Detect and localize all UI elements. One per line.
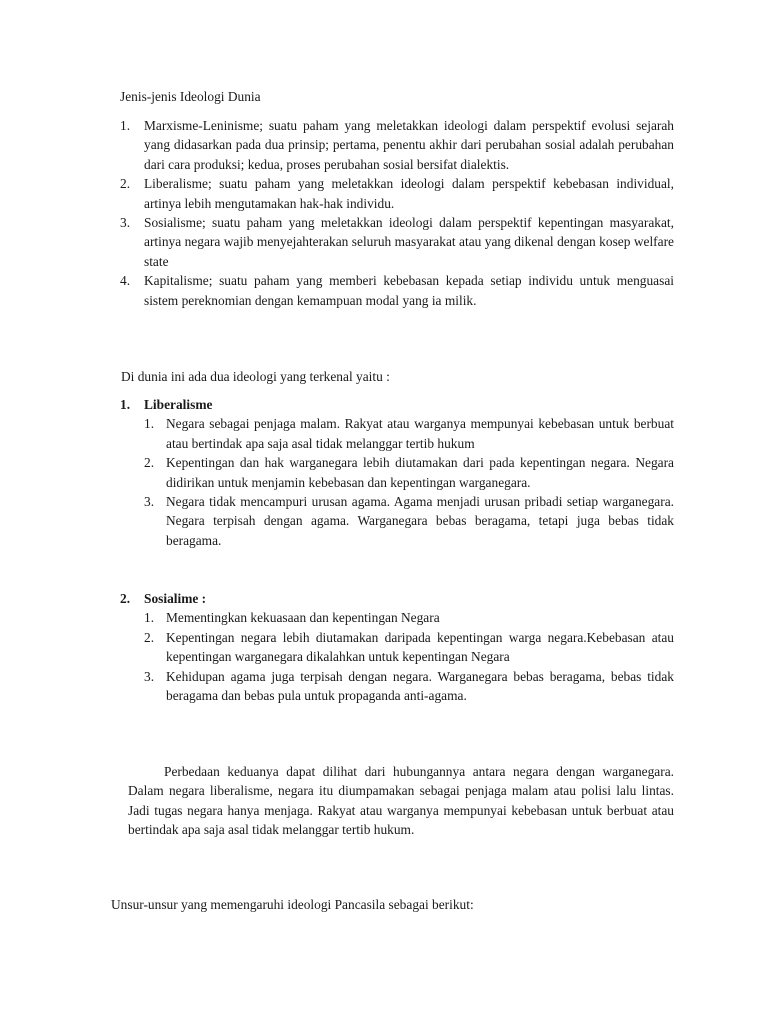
list-item bbox=[120, 213, 674, 271]
list-item-text: Liberalisme; suatu paham yang meletakkan ideologi dalam perspektif kebebasan individual, artinya lebih mengutamakan hak-hak individu. bbox=[144, 176, 674, 211]
ideology-types-list bbox=[120, 116, 674, 310]
section-title-text: Liberalisme bbox=[144, 397, 213, 412]
list-item bbox=[144, 414, 674, 453]
list-item-number: 2. bbox=[120, 176, 131, 192]
list-item bbox=[144, 453, 674, 492]
two-ideologies-intro: Di dunia ini ada dua ideologi yang terkenal yaitu : bbox=[121, 369, 390, 384]
list-item-number: 2. bbox=[144, 629, 155, 645]
list-item-number: 1. bbox=[144, 610, 155, 626]
list-item bbox=[144, 628, 674, 667]
section-liberalisme bbox=[120, 395, 674, 550]
section-sosialisme bbox=[120, 589, 674, 705]
list-item-number: 3. bbox=[144, 494, 155, 510]
list-item bbox=[120, 174, 674, 213]
comparison-paragraph: Perbedaan keduanya dapat dilihat dari hubungannya antara negara dengan warganegara. Dalam negara liberalisme, negara itu diumpamakan sebagai penjaga malam atau polisi lalu lintas. Jadi tugas negara hanya menjaga. Rakyat atau warganya mempunyai kebebasan untuk berbuat atau bertindak apa saja asal tidak melanggar tertib hukum. bbox=[128, 764, 674, 838]
list-item-text: Marxisme-Leninisme; suatu paham yang meletakkan ideologi dalam perspektif evolusi sejarah yang didasarkan pada dua prinsip; pertama, penentu akhir dari perubahan sosial adalah perubahan dari cara produksi; kedua, proses perubahan sosial bersifat dialektis. bbox=[144, 118, 674, 172]
list-item bbox=[144, 667, 674, 706]
section-title bbox=[120, 589, 674, 608]
list-item-text: Negara tidak mencampuri urusan agama. Agama menjadi urusan pribadi setiap warganegara. Negara terpisah dengan agama. Warganegara bebas beragama, tetapi juga bebas tidak beragama. bbox=[166, 494, 674, 548]
list-item-number: 1. bbox=[120, 118, 131, 133]
list-item-text: Sosialisme; suatu paham yang meletakkan ideologi dalam perspektif kepentingan masyarakat, artinya negara wajib menyejahterakan seluruh masyarakat atau yang dikenal dengan kosep welfare state bbox=[144, 215, 674, 269]
list-item bbox=[144, 492, 674, 550]
section-title bbox=[120, 395, 674, 414]
section-number: 2. bbox=[120, 591, 131, 606]
list-item-number: 1. bbox=[144, 416, 155, 432]
list-item bbox=[120, 271, 674, 310]
pancasila-elements-intro: Unsur-unsur yang memengaruhi ideologi Pancasila sebagai berikut: bbox=[111, 897, 474, 912]
list-item-text: Kepentingan dan hak warganegara lebih diutamakan dari pada kepentingan negara. Negara didirikan untuk menjamin kebebasan dan kepentingan warganegara. bbox=[166, 455, 674, 490]
section-number: 1. bbox=[120, 397, 131, 412]
section-title-text: Sosialime : bbox=[144, 591, 207, 606]
sosialisme-points-list bbox=[144, 608, 674, 705]
list-item-number: 2. bbox=[144, 455, 155, 471]
list-item bbox=[120, 116, 674, 174]
list-item-text: Kapitalisme; suatu paham yang memberi kebebasan kepada setiap individu untuk menguasai sistem pereknomian dengan kemampuan modal yang ia milik. bbox=[144, 273, 674, 308]
list-item-number: 3. bbox=[120, 215, 131, 231]
list-item-text: Negara sebagai penjaga malam. Rakyat atau warganya mempunyai kebebasan untuk berbuat atau bertindak apa saja asal tidak melanggar tertib hukum bbox=[166, 416, 674, 451]
list-item bbox=[144, 608, 674, 627]
section-heading-ideologi-dunia: Jenis-jenis Ideologi Dunia bbox=[120, 89, 261, 104]
liberalisme-points-list bbox=[144, 414, 674, 550]
list-item-number: 3. bbox=[144, 668, 155, 684]
list-item-text: Kehidupan agama juga terpisah dengan negara. Warganegara bebas beragama, bebas tidak beragama dan bebas pula untuk propaganda anti-agama. bbox=[166, 668, 674, 704]
list-item-number: 4. bbox=[120, 273, 131, 289]
list-item-text: Mementingkan kekuasaan dan kepentingan Negara bbox=[166, 610, 440, 626]
list-item-text: Kepentingan negara lebih diutamakan daripada kepentingan warga negara.Kebebasan atau kepentingan warganegara dikalahkan untuk kepentingan Negara bbox=[166, 629, 674, 665]
